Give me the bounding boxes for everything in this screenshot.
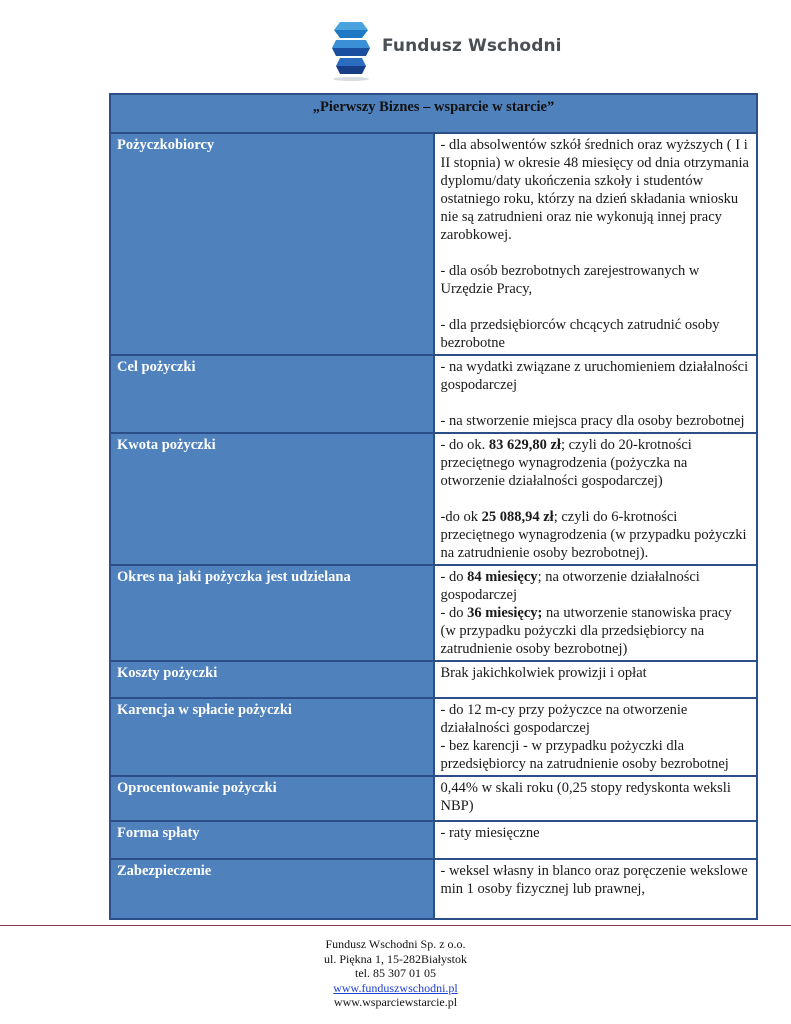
row-amount [110,433,757,565]
stacked-blue-chevrons-icon [326,20,376,82]
row-value-purpose [434,355,758,433]
grace-employment: - bez karencji - w przypadku pożyczki dla przedsiębiorcy na zatrudnienie osoby bezrobotnej [440,738,729,772]
amount-business [441,436,751,490]
row-value-borrowers [434,133,758,355]
row-label-costs: Koszty pożyczki [110,661,434,698]
footer-phone: tel. 85 307 01 05 [355,966,436,981]
row-value-repayment: - raty miesięczne [434,821,758,859]
company-logo [326,20,562,86]
purpose-business: - na wydatki związane z uruchomieniem działalności gospodarczej [440,359,749,393]
row-collateral [110,859,757,919]
row-borrowers [110,133,757,355]
table-title-row [110,94,757,133]
term-business [441,568,751,604]
borrowers-entrepreneurs: - dla przedsiębiorców chcących zatrudnić osoby bezrobotne [440,317,720,351]
footer-divider [0,925,791,926]
row-label-collateral: Zabezpieczenie [110,859,434,919]
row-interest [110,776,757,821]
row-term [110,565,757,661]
row-label-term: Okres na jaki pożyczka jest udzielana [110,565,434,661]
row-label-borrowers: Pożyczkobiorcy [110,133,434,355]
row-label-grace-period: Karencja w spłacie pożyczki [110,698,434,776]
loan-offer-table [109,93,758,920]
amount-business-suffix: ; czyli do 20-krotności przeciętnego wynagrodzenia (pożyczka na otworzenie działalności gospodarczej) [440,437,692,489]
brand-name: Fundusz Wschodni [382,36,562,56]
amount-employment-value: 25 088,94 zł [481,509,554,525]
row-repayment [110,821,757,859]
term-employment-suffix: na utworzenie stanowiska pracy (w przypadku pożyczki dla przedsiębiorcy na zatrudnienie osoby bezrobotnej) [440,605,732,657]
amount-business-prefix: - do ok. [440,437,489,453]
row-costs [110,661,757,698]
row-label-repayment: Forma spłaty [110,821,434,859]
row-label-amount: Kwota pożyczki [110,433,434,565]
row-label-purpose: Cel pożyczki [110,355,434,433]
borrowers-unemployed: - dla osób bezrobotnych zarejestrowanych w Urzędzie Pracy, [440,263,700,297]
row-purpose [110,355,757,433]
amount-employment-prefix: -do ok [440,509,482,525]
borrowers-graduates: - dla absolwentów szkół średnich oraz wyższych ( I i II stopnia) w okresie 48 miesięcy od dnia otrzymania dyplomu/daty ukończenia szkoły i studentów ostatniego roku, którzy na dzień składania wniosku nie są zatrudnieni oraz nie wykonują innej pracy zarobkowej. [440,137,749,243]
footer-website-2: www.wsparciewstarcie.pl [333,995,458,1010]
term-employment-value: 36 miesięcy; [467,605,543,621]
term-employment [441,604,751,658]
footer-website-link[interactable]: www.funduszwschodni.pl [333,980,458,995]
row-value-costs: Brak jakichkolwiek prowizji i opłat [434,661,758,698]
row-value-collateral: - weksel własny in blanco oraz poręczenie wekslowe min 1 osoby fizycznej lub prawnej, [434,859,758,919]
row-value-grace-period [434,698,758,776]
amount-employment-suffix: ; czyli do 6-krotności przeciętnego wynagrodzenia (w przypadku pożyczki na zatrudnienie osoby bezrobotnej). [440,509,747,561]
footer-company: Fundusz Wschodni Sp. z o.o. [325,937,466,951]
row-value-term [434,565,758,661]
term-employment-prefix: - do [440,605,468,621]
row-value-amount [434,433,758,565]
grace-business: - do 12 m-cy przy pożyczce na otworzenie działalności gospodarczej [440,702,688,736]
footer [0,937,791,1010]
row-label-interest: Oprocentowanie pożyczki [110,776,434,821]
term-business-suffix: ; na otworzenie działalności gospodarczej [440,569,700,603]
purpose-job: - na stworzenie miejsca pracy dla osoby bezrobotnej [440,413,745,429]
table-title: „Pierwszy Biznes – wsparcie w starcie” [110,94,757,133]
term-business-prefix: - do [440,569,468,585]
row-grace-period [110,698,757,776]
footer-address: ul. Piękna 1, 15-282Białystok [324,951,467,966]
amount-business-value: 83 629,80 zł [488,437,561,453]
term-business-value: 84 miesięcy [467,569,538,585]
amount-employment [441,508,751,562]
row-value-interest: 0,44% w skali roku (0,25 stopy redyskonta weksli NBP) [434,776,758,821]
